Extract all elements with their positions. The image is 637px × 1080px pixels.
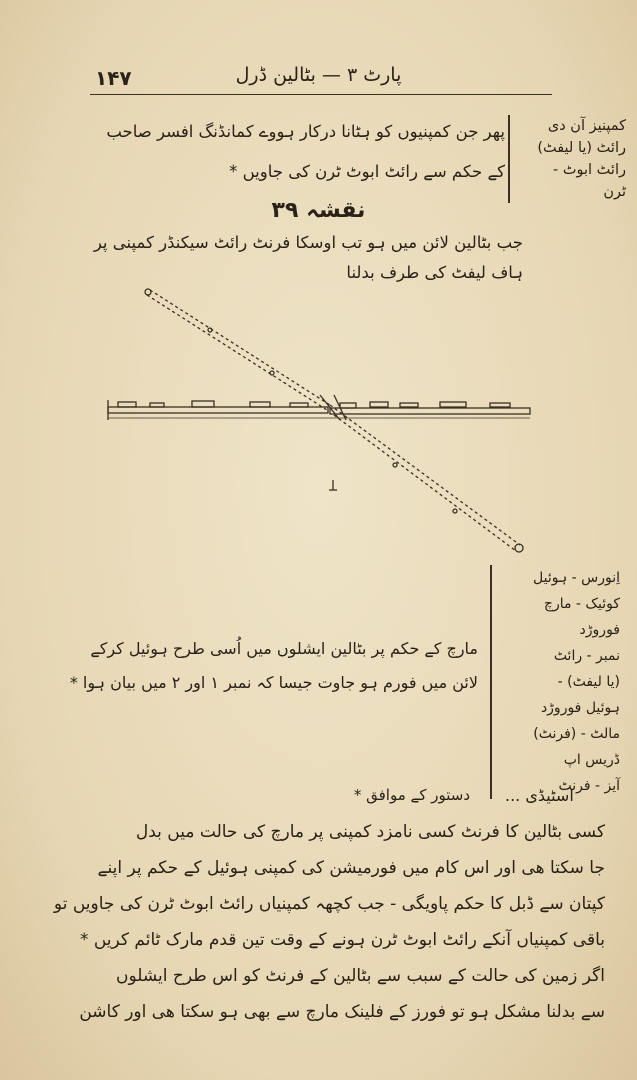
command-label-line: ٹرن [603,184,626,200]
new-front-line-upper [150,290,330,405]
running-title: پارٹ ۳ — بٹالین ڈرل [235,64,402,86]
command-label-line: نمبر - رائٹ [553,648,620,664]
command-label-line: ہوئیل فوروڑد [540,700,620,716]
command-steady: اسٹیڈی ... [505,786,574,805]
marker-circle [145,289,151,295]
command-label-box-2 [490,565,620,799]
command-label-line: آیز - فرنٹ [558,778,620,794]
command-label-line: مالٹ - (فرنٹ) [533,726,620,742]
new-front-line-lower [330,405,520,545]
body-paragraph [40,814,605,1030]
body-line: اگر زمین کی حالت کے سبب سے بٹالین کے فرنٹ کو اس طرح ایشلوں [115,966,605,986]
formation-diagram [0,275,637,575]
body-line: کپتان سے ڈبل کا حکم پاویگی - جب کچھہ کمپنیاں رائٹ ابوٹ ٹرن کی جاویں تو [53,894,605,914]
paragraph-2 [58,632,478,700]
battalion-line [330,408,530,414]
body-line: کسی بٹالین کا فرنٹ کسی نامزد کمپنی پر مارچ کی حالت میں بدل [135,822,605,842]
paragraph-line: لائن میں فورم ہو جاوت جیسا کہ نمبر ۱ اور ۲ میں بیان ہوا * [69,673,478,692]
battalion-line [108,407,328,413]
body-line: سے بدلنا مشکل ہو تو فورز کے فلینک مارچ سے بھی ہو سکتا ھی اور کاشن [79,1002,605,1022]
body-line: جا سکتا ھی اور اس کام میں فورمیشن کی کمپنی ہوئیل کے حکم پر اپنے [97,858,605,878]
command-label-line: اِنورس - ہوئیل [533,570,620,586]
header-rule [90,94,552,95]
command-label-line: کمپنیز آن دی [547,118,626,134]
command-label-line: (یا لیفٹ) - [557,674,620,690]
body-line: باقی کمپنیاں آنکے رائٹ ابوٹ ٹرن ہونے کے وقت تین قدم مارک ٹائم کریں * [79,930,605,950]
command-label-line: رائٹ ابوٹ - [553,162,626,178]
paragraph-line: مارچ کے حکم پر بٹالین ایشلوں میں اُسی طرح ہوئیل کرکے [90,639,478,658]
caption-line: جب بٹالین لائن میں ہو تب اوسکا فرنٹ رائٹ سیکنڈر کمپنی پر [93,233,523,252]
caption-line: ہاف لیفٹ کی طرف بدلنا [346,263,523,282]
command-label-box-1 [508,115,626,203]
paragraph-line: کے حکم سے رائٹ ابوٹ ٹرن کی جاویں * [229,162,505,181]
command-label-line: ڈریس اپ [563,752,620,768]
command-label-line: کوئیک - مارچ [543,596,620,612]
command-label-line: رائٹ (یا لیفٹ) [537,140,626,156]
page-number: ۱۴۷ [95,66,132,90]
paragraph-1 [60,112,505,192]
footnote: دستور کے موافق * [353,786,470,804]
command-label-line: فوروڑد [579,622,620,638]
paragraph-line: پھر جن کمپنیوں کو ہٹانا درکار ہووے کمانڈنگ افسر صاحب [106,122,505,141]
marker-circle [515,544,523,552]
map-title: نقشہ ۳۹ [271,198,366,223]
